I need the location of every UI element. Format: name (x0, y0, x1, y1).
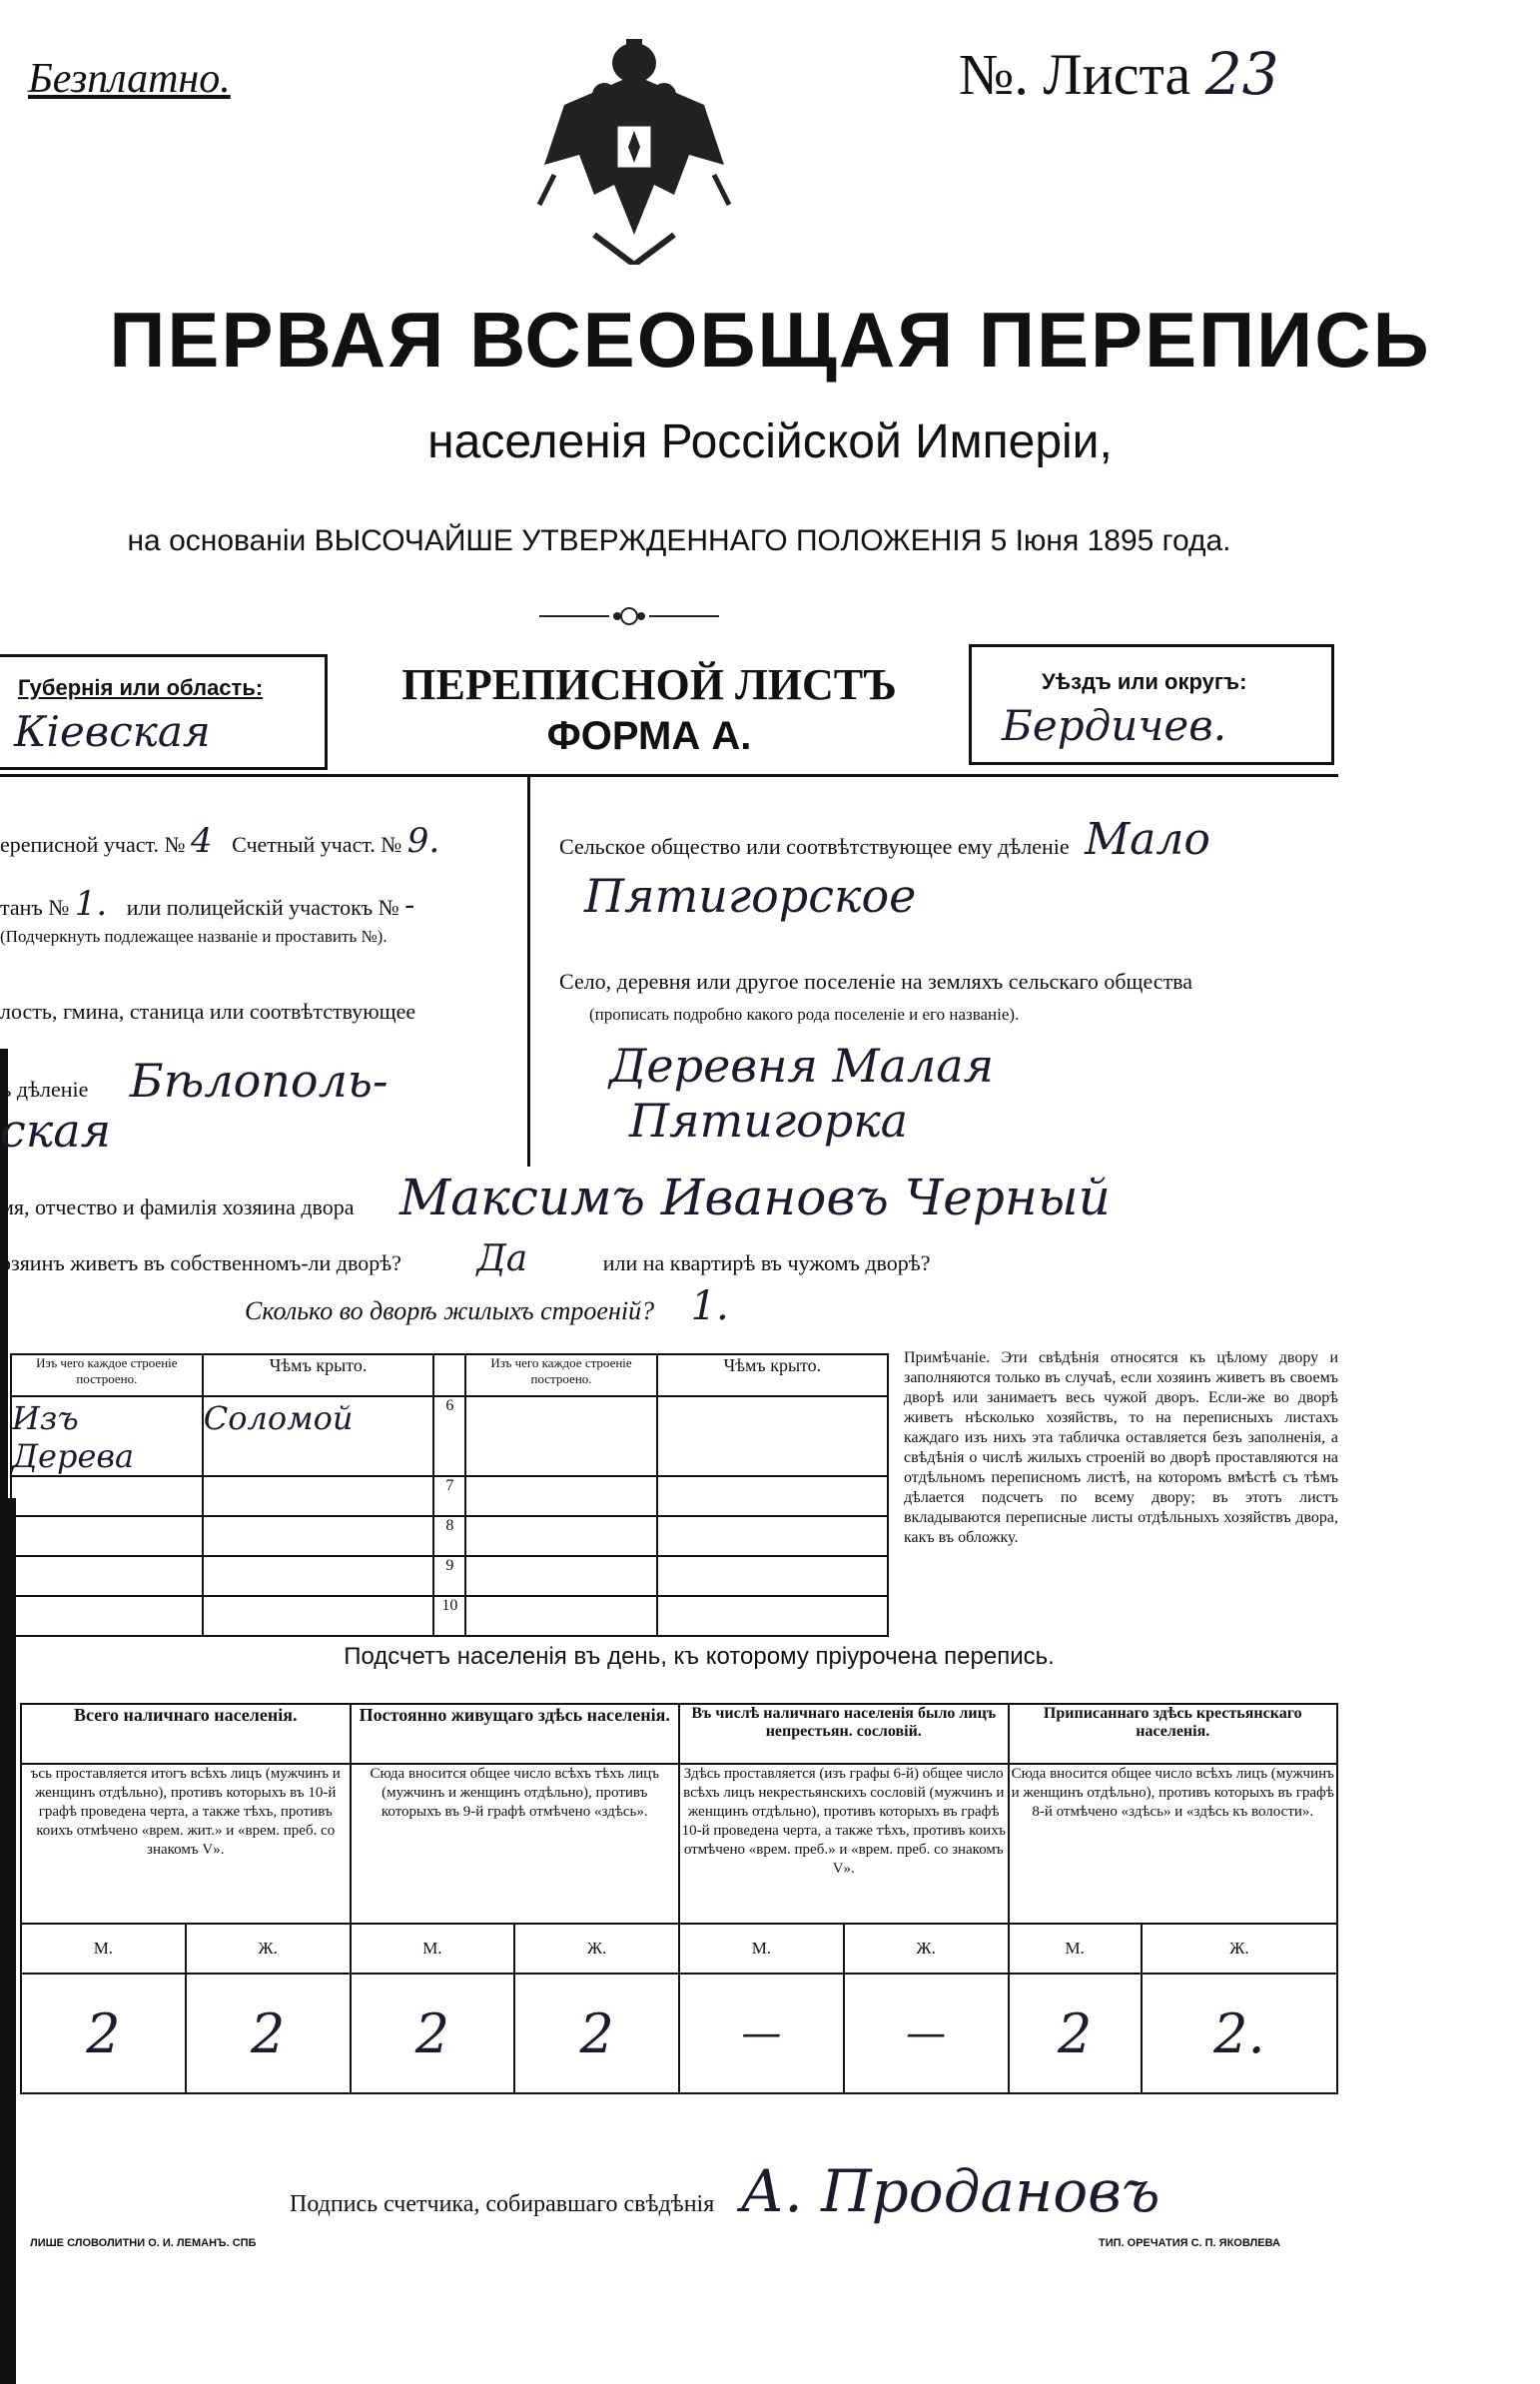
printer-right: ТИП. ОРЕЧАТИЯ С. П. ЯКОВЛЕВА (1099, 2237, 1280, 2249)
female-label: Ж. (514, 1924, 679, 1974)
roof-cell (657, 1396, 888, 1476)
male-label: М. (351, 1924, 515, 1974)
society-value-line1: Мало (1085, 814, 1210, 865)
table-row (11, 1556, 888, 1596)
society-label: Сельское общество или соотвѣтствующее ему дѣленіе (559, 834, 1070, 859)
signature-value: А. Продановъ (740, 2157, 1160, 2225)
female-label: Ж. (844, 1924, 1009, 1974)
female-label: Ж. (1142, 1924, 1337, 1974)
row-number: 6 (433, 1396, 465, 1476)
pop-col-desc: Здѣсь проставляется (изъ графы 6-й) общее число всѣхъ лицъ некрестьянскихъ сословій (мужчинъ и женщинъ отдѣльно), противъ которыхъ въ графѣ 10-й проведена черта, а также тѣхъ, противъ коихъ отмѣчено «врем. преб.» и «врем. преб. со знакомъ V». (679, 1764, 1009, 1924)
census-sector-label: ереписной участ. № (0, 832, 186, 857)
population-table (20, 1703, 1338, 2094)
table-row (11, 1596, 888, 1636)
printer-left: ЛИШЕ СЛОВОЛИТНИ О. И. ЛЕМАНЪ. СПБ (30, 2237, 257, 2249)
female-count: 2 (186, 1974, 351, 2093)
own-yard-value: Да (476, 1238, 528, 1279)
ornamental-divider-icon (539, 604, 719, 628)
province-box (0, 654, 328, 770)
col-roof-left: Чѣмъ крыто. (203, 1354, 434, 1396)
row-number: 9 (433, 1556, 465, 1596)
underline-note: (Подчеркнуть подлежащее названіе и проставить №). (0, 927, 387, 946)
col-material-left: Изъ чего каждое строеніе построено. (11, 1354, 203, 1396)
male-count: 2 (21, 1974, 186, 2093)
pop-col-header: Въ числѣ наличнаго населенія было лицъ непрестьян. сословій. (679, 1704, 1009, 1764)
signature-label: Подпись счетчика, собиравшаго свѣдѣнія (290, 2191, 715, 2217)
legal-basis: на основаніи ВЫСОЧАЙШЕ УТВЕРЖДЕННАГО ПОЛОЖЕНІЯ 5 Іюня 1895 года. (127, 524, 1231, 557)
col-material-right: Изъ чего каждое строеніе построено. (465, 1354, 656, 1396)
pop-col-desc: ъсь проставляется итогъ всѣхъ лицъ (мужчинъ и женщинъ отдѣльно), противъ которыхъ въ 10-й графѣ проведена черта, а также тѣхъ, противъ коихъ отмѣчено «врем. жит.» и «врем. преб. со знакомъ V». (21, 1764, 351, 1924)
district-label: Уѣздъ или округъ: (1042, 669, 1247, 694)
table-row (11, 1476, 888, 1516)
row-number: 8 (433, 1516, 465, 1556)
form-title: ПЕРЕПИСНОЙ ЛИСТЪ (401, 660, 897, 709)
stan-label: танъ № (0, 895, 70, 920)
male-count: — (679, 1974, 844, 2093)
page-title: ПЕРВАЯ ВСЕОБЩАЯ ПЕРЕПИСЬ (109, 296, 1431, 384)
sheet-number-value: 23 (1204, 40, 1279, 108)
own-yard-row (0, 1238, 1119, 1279)
material-cell (465, 1396, 656, 1476)
sheet-number-label: №. Листа (959, 42, 1191, 107)
pop-col-header: Всего наличнаго населенія. (21, 1704, 351, 1764)
form-top-rule (0, 774, 1338, 777)
stan-row (0, 884, 519, 924)
female-count: 2 (514, 1974, 679, 2093)
police-label: или полицейскій участокъ № (126, 895, 399, 920)
pop-col-desc: Сюда вносится общее число всѣхъ тѣхъ лицъ (мужчинъ и женщинъ отдѣльно), противъ которыхъ въ 9-й графѣ отмѣчено «здѣсь». (351, 1764, 680, 1924)
buildings-row (245, 1283, 1104, 1329)
population-title: Подсчетъ населенія въ день, къ которому пріурочена перепись. (344, 1643, 1055, 1670)
col-roof-right: Чѣмъ крыто. (657, 1354, 888, 1396)
buildings-label: Сколько во дворѣ жилыхъ строеній? (245, 1296, 655, 1325)
buildings-value: 1. (690, 1283, 729, 1329)
row-number: 10 (433, 1596, 465, 1636)
volost-label-2: ъ дѣленіе (0, 1077, 89, 1102)
female-count: 2. (1142, 1974, 1337, 2093)
society-value-line2: Пятигорское (584, 869, 917, 923)
double-headed-eagle-icon (534, 35, 734, 265)
female-label: Ж. (186, 1924, 351, 1974)
note-text: Примѣчаніе. Эти свѣдѣнія относятся къ цѣлому двору и заполняются только въ случаѣ, если хозяинъ живетъ въ своемъ дворѣ или занимаетъ весь чужой дворъ. Если-же во дворѣ живетъ нѣсколько хозяйствъ, то на переписныхъ листахъ каждаго изъ нихъ эта табличка оставляется безъ заполненія, а свѣдѣнія о числѣ жилыхъ строеній во дворѣ проставляются на отдѣльномъ переписномъ листѣ, на которомъ вмѣстѣ съ тѣмъ дѣлается подсчетъ по всему двору; въ этотъ листъ вкладываются переписные листы отдѣльныхъ хозяйствъ двора, какъ въ обложку. (904, 1349, 1338, 1546)
province-label: Губернія или область: (18, 675, 264, 700)
district-box (969, 644, 1334, 765)
female-count: — (844, 1974, 1009, 2093)
pop-col-header: Постоянно живущаго здѣсь населенія. (351, 1704, 680, 1764)
society-row (559, 814, 1348, 865)
pop-col-desc: Сюда вносится общее число всѣхъ лицъ (мужчинъ и женщинъ отдѣльно), противъ которыхъ въ графѣ 8-й отмѣчено «здѣсь» и «здѣсь къ волости». (1009, 1764, 1338, 1924)
owner-row (0, 1169, 1338, 1226)
male-count: 2 (351, 1974, 515, 2093)
col-num (433, 1354, 465, 1396)
police-value: - (404, 888, 415, 923)
village-label: Село, деревня или другое поселеніе на земляхъ сельскаго общества (559, 969, 1193, 994)
owner-name-value: Максимъ Ивановъ Черный (399, 1169, 1111, 1226)
count-sector-value: 9. (406, 821, 440, 861)
census-sector-value: 4 (190, 821, 213, 861)
census-sector-row (0, 821, 519, 861)
male-label: М. (1009, 1924, 1142, 1974)
rented-label: или на квартирѣ въ чужомъ дворѣ? (602, 1250, 931, 1275)
page-subtitle: населенія Россійской Имперіи, (427, 415, 1113, 468)
volost-value-line1: Бѣлополь- (129, 1054, 388, 1108)
roof-cell: Соломой (203, 1396, 434, 1476)
material-cell: Изъ Дерева (11, 1396, 203, 1476)
stan-value: 1. (74, 884, 108, 924)
village-note: (прописать подробно какого рода поселеніе и его названіе). (589, 1005, 1020, 1024)
male-label: М. (679, 1924, 844, 1974)
buildings-table (10, 1353, 889, 1637)
form-vertical-rule (527, 777, 530, 1167)
male-count: 2 (1009, 1974, 1142, 2093)
village-value-line1: Деревня Малая (609, 1039, 995, 1093)
owner-name-label: мя, отчество и фамилія хозяина двора (0, 1194, 355, 1219)
village-value-line2: Пятигорка (629, 1094, 909, 1148)
pop-col-header: Приписаннаго здѣсь крестьянскаго населенія. (1009, 1704, 1338, 1764)
table-row (11, 1516, 888, 1556)
volost-row (0, 1054, 519, 1108)
province-value: Кіевская (14, 707, 211, 756)
form-letter: ФОРМА А. (546, 714, 752, 758)
district-value: Бердичев. (1002, 701, 1227, 750)
table-row (11, 1396, 888, 1476)
sheet-number (959, 40, 1279, 108)
free-label: Безплатно. (28, 56, 231, 102)
volost-value-line2: ская (0, 1104, 112, 1158)
male-label: М. (21, 1924, 186, 1974)
row-number: 7 (433, 1476, 465, 1516)
signature-row (290, 2157, 1388, 2225)
volost-label: лость, гмина, станица или соотвѣтствующее (0, 999, 416, 1024)
own-yard-label: озяинъ живетъ въ собственномъ-ли дворѣ? (0, 1250, 401, 1275)
count-sector-label: Счетный участ. № (232, 832, 402, 857)
